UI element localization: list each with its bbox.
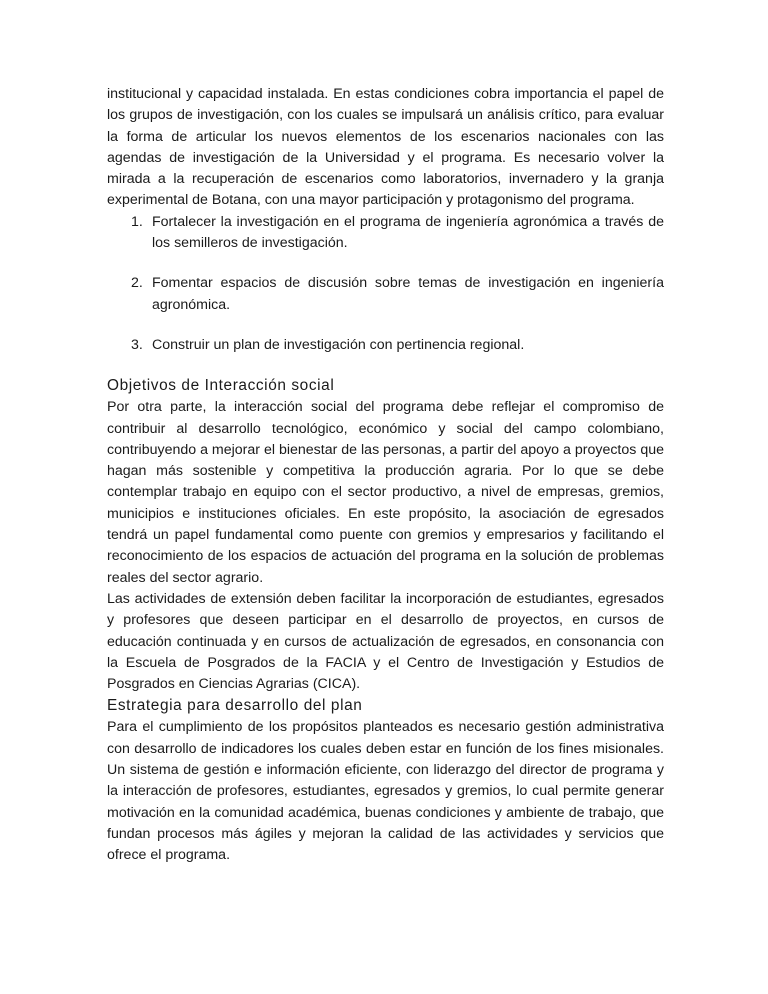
list-item-text: Construir un plan de investigación con pertinencia regional. — [152, 336, 525, 353]
document-page — [107, 84, 664, 867]
section-heading-interaccion: Objetivos de Interacción social — [107, 377, 335, 395]
list-item-text: Fortalecer la investigación en el programa de ingeniería agronómica a través de los semilleros de investigación. — [152, 213, 664, 252]
extension-paragraph: Las actividades de extensión deben facilitar la incorporación de estudiantes, egresados y profesores que deseen participar en el desarrollo de proyectos, en cursos de educación continuada y en cursos de actualización de egresados, en consonancia con la Escuela de Posgrados de la FACIA y el Centro de Investigación y Estudios de Posgrados en Ciencias Agrarias (CICA). — [107, 590, 664, 693]
section-heading-estrategia: Estrategia para desarrollo del plan — [107, 697, 363, 715]
list-item — [107, 212, 664, 255]
list-item-text: Fomentar espacios de discusión sobre temas de investigación en ingeniería agronómica. — [152, 275, 664, 313]
list-item-number: 2. — [131, 275, 143, 292]
research-goals-list — [107, 212, 664, 356]
intro-paragraph: institucional y capacidad instalada. En estas condiciones cobra importancia el papel de los grupos de investigación, con los cuales se impulsará un análisis crítico, para evaluar la forma de articular los nuevos elementos de los escenarios nacionales con las agendas de investigación de la Universidad y el programa. Es necesario volver la mirada a la recuperación de escenarios como laboratorios, invernadero y la granja experimental de Botana, con una mayor participación y protagonismo del programa. — [107, 86, 664, 209]
list-item — [107, 335, 664, 356]
list-item-number: 3. — [131, 336, 143, 353]
estrategia-paragraph: Para el cumplimiento de los propósitos planteados es necesario gestión administrativa con desarrollo de indicadores los cuales deben estar en función de los fines misionales. Un sistema de gestión e información eficiente, con liderazgo del director de programa y la interacción de profesores, estudiantes, egresados y gremios, lo cual permite generar motivación en la comunidad académica, buenas condiciones y ambiente de trabajo, que fundan procesos más ágiles y mejoran la calidad de las actividades y servicios que ofrece el programa. — [107, 719, 664, 864]
list-item-number: 1. — [131, 213, 143, 230]
list-item — [107, 273, 664, 316]
interaccion-paragraph: Por otra parte, la interacción social del programa debe reflejar el compromiso de contribuir al desarrollo tecnológico, económico y social del campo colombiano, contribuyendo a mejorar el bienestar de las personas, a partir del apoyo a proyectos que hagan más sostenible y competitiva la producción agraria. Por lo que se debe contemplar trabajo en equipo con el sector productivo, a nivel de empresas, gremios, municipios e instituciones oficiales. En este propósito, la asociación de egresados tendrá un papel fundamental como puente con gremios y empresarios y facilitando el reconocimiento de los espacios de actuación del programa en la solución de problemas reales del sector agrario. — [107, 399, 664, 586]
